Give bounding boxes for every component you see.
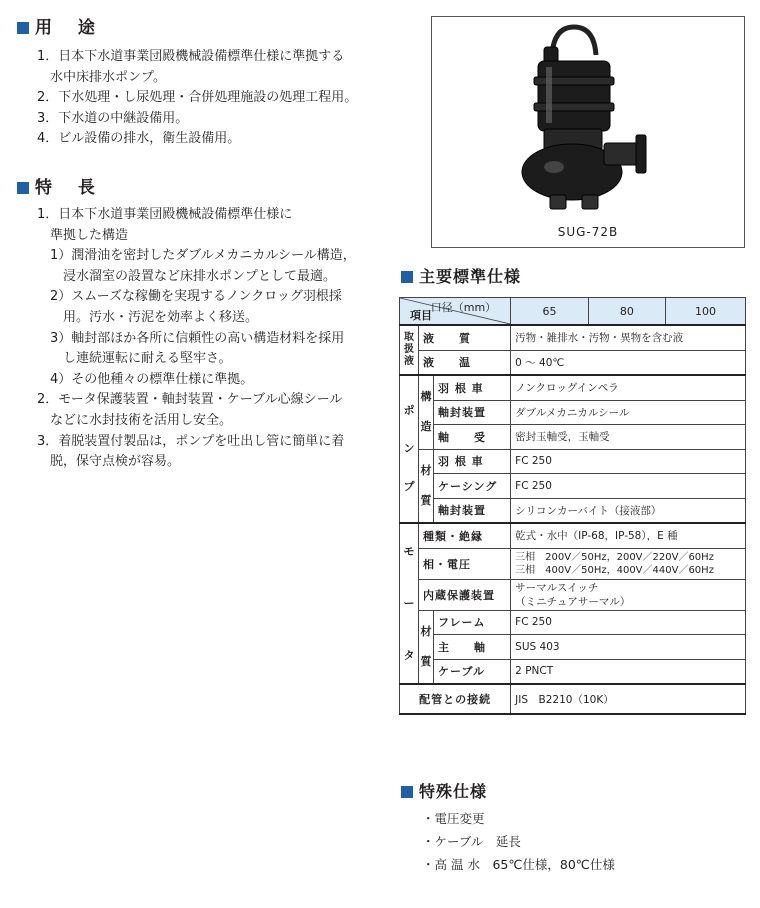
table-row bbox=[400, 350, 746, 375]
spec-table bbox=[399, 297, 746, 715]
table-row bbox=[400, 325, 746, 350]
list-item: 2．モータ保護装置・軸封装置・ケーブル心線シール bbox=[37, 392, 343, 408]
row-value: シリコンカーバイト（接液部） bbox=[511, 498, 746, 523]
row-value: ノンクロッグインペラ bbox=[511, 375, 746, 400]
table-row bbox=[400, 498, 746, 523]
uses-list bbox=[37, 47, 357, 150]
list-item: 2）スムーズな稼働を実現するノンクロッグ羽根採 bbox=[37, 289, 342, 305]
table-row bbox=[400, 425, 746, 450]
list-item: 1．日本下水道事業団殿機械設備標準仕様に準拠する bbox=[37, 49, 345, 64]
square-bullet-icon bbox=[401, 271, 413, 283]
list-item: ・高 温 水 65℃仕様，80℃仕様 bbox=[422, 857, 615, 872]
row-value: 三相 200V／50Hz，200V／220V／60Hz 三相 400V／50Hz，400V／440V／60Hz bbox=[511, 548, 746, 579]
list-item: ・電圧変更 bbox=[422, 811, 485, 826]
bore-label: 口径（mm） bbox=[430, 301, 497, 314]
row-label: 液 質 bbox=[419, 325, 511, 350]
square-bullet-icon bbox=[401, 786, 413, 798]
table-row bbox=[400, 474, 746, 499]
row-label: ケーシング bbox=[434, 474, 511, 499]
row-label: 羽 根 車 bbox=[434, 449, 511, 474]
size-columns bbox=[511, 298, 746, 326]
list-item: 2．下水処理・し尿処理・合併処理施設の処理工程用。 bbox=[37, 90, 358, 106]
row-label: 軸封装置 bbox=[434, 400, 511, 425]
row-value: FC 250 bbox=[511, 449, 746, 474]
row-label: 種類・絶縁 bbox=[419, 523, 511, 548]
special-spec-title: 特殊仕様 bbox=[401, 779, 487, 802]
row-label: 内蔵保護装置 bbox=[419, 579, 511, 610]
special-spec-list bbox=[422, 807, 615, 876]
row-label: 主 軸 bbox=[434, 635, 511, 660]
row-label: 配管との接続 bbox=[400, 684, 511, 714]
row-value: FC 250 bbox=[511, 474, 746, 499]
list-item: ・ケーブル 延長 bbox=[422, 834, 521, 849]
row-label: 相・電圧 bbox=[419, 548, 511, 579]
uses-heading: 用 途 bbox=[17, 13, 105, 38]
list-item: 脱，保守点検が容易。 bbox=[37, 454, 181, 470]
row-value: 0 ～ 40℃ bbox=[511, 350, 746, 375]
row-label: 軸封装置 bbox=[434, 498, 511, 523]
header-diagonal-cell bbox=[400, 298, 511, 326]
pump-illustration bbox=[432, 17, 744, 247]
table-row bbox=[400, 548, 746, 579]
list-item: 用。汚水・汚泥を効率よく移送。 bbox=[37, 309, 259, 325]
size-80: 80 bbox=[588, 298, 665, 324]
list-item: などに水封技術を活用し安全。 bbox=[37, 412, 233, 428]
row-value: JIS B2210（10K） bbox=[511, 684, 746, 714]
size-100: 100 bbox=[665, 298, 745, 324]
row-value: 2 PNCT bbox=[511, 659, 746, 684]
row-label: 羽 根 車 bbox=[434, 375, 511, 400]
material-group: 材 質 bbox=[419, 449, 434, 523]
handling-group: 取扱液 bbox=[400, 325, 419, 375]
list-item: 4）その他種々の標準仕様に準拠。 bbox=[37, 371, 254, 387]
square-bullet-icon bbox=[17, 22, 29, 34]
list-item: 1．日本下水道事業団殿機械設備標準仕様に bbox=[37, 207, 293, 222]
list-item: 3）軸封部ほか各所に信頼性の高い構造材料を採用 bbox=[37, 330, 345, 346]
list-item: し連続運転に耐える堅牢さ。 bbox=[37, 351, 232, 367]
row-label: ケーブル bbox=[434, 659, 511, 684]
table-row bbox=[400, 400, 746, 425]
row-value: サーマルスイッチ （ミニチュアサーマル） bbox=[511, 579, 746, 610]
row-value: FC 250 bbox=[511, 610, 746, 635]
table-row bbox=[400, 635, 746, 660]
table-row bbox=[400, 523, 746, 548]
pump-group: ポ ン プ bbox=[400, 375, 419, 523]
spec-header-row bbox=[400, 298, 746, 326]
row-value: 乾式・水中（IP-68，IP-58），E 種 bbox=[511, 523, 746, 548]
motor-material-group: 材 質 bbox=[419, 610, 434, 684]
table-row bbox=[400, 684, 746, 714]
list-item: 1）潤滑油を密封したダブルメカニカルシール構造， bbox=[37, 248, 356, 264]
list-item: 3．下水道の中継設備用。 bbox=[37, 110, 189, 126]
row-value: SUS 403 bbox=[511, 635, 746, 660]
size-65: 65 bbox=[511, 298, 588, 324]
row-value: 密封玉軸受，玉軸受 bbox=[511, 425, 746, 450]
features-list bbox=[37, 205, 356, 473]
table-row bbox=[400, 449, 746, 474]
table-row bbox=[400, 659, 746, 684]
list-item: 水中床排水ポンプ。 bbox=[37, 69, 166, 85]
row-label: フレーム bbox=[434, 610, 511, 635]
product-caption: SUG-72B bbox=[557, 225, 619, 239]
row-value: 汚物・雑排水・汚物・異物を含む液 bbox=[511, 325, 746, 350]
list-item: 4．ビル設備の排水，衛生設備用。 bbox=[37, 131, 241, 147]
item-label: 項目 bbox=[410, 309, 432, 322]
table-row bbox=[400, 610, 746, 635]
motor-group: モ ー タ bbox=[400, 523, 419, 684]
table-row bbox=[400, 579, 746, 610]
product-photo bbox=[431, 16, 745, 248]
row-label: 液 温 bbox=[419, 350, 511, 375]
row-label: 軸 受 bbox=[434, 425, 511, 450]
spec-title: 主要標準仕様 bbox=[401, 264, 521, 287]
square-bullet-icon bbox=[17, 182, 29, 194]
table-row bbox=[400, 375, 746, 400]
features-heading: 特 長 bbox=[17, 173, 105, 198]
list-item: 浸水溜室の設置など床排水ポンプとして最適。 bbox=[37, 268, 337, 284]
structure-group: 構 造 bbox=[419, 375, 434, 449]
list-item: 3．着脱装置付製品は，ポンプを吐出し管に簡単に着 bbox=[37, 433, 345, 449]
list-item: 準拠した構造 bbox=[37, 227, 129, 243]
row-value: ダブルメカニカルシール bbox=[511, 400, 746, 425]
